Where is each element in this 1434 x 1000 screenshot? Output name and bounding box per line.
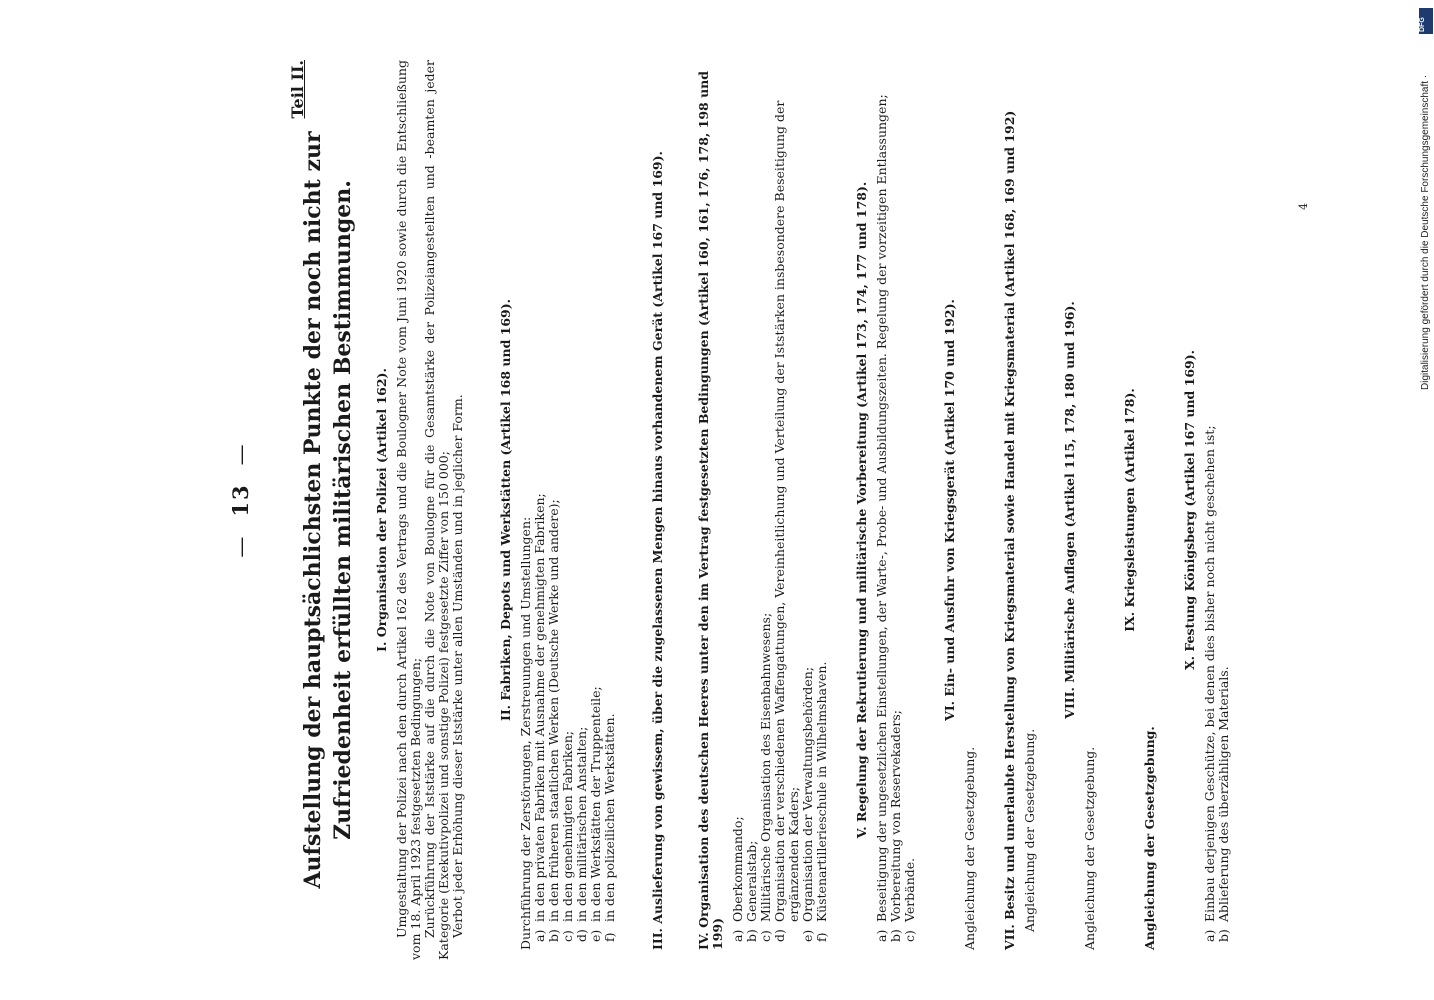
section-heading-5: V. Regelung der Rekrutierung und militärische Vorbereitung (Artikel 173, 174, 177 und 178). (854, 181, 869, 839)
section-text: Angleichung der Gesetzgebung. (1022, 728, 1037, 932)
list-item: e) in den Werkstätten der Truppenteile; (588, 686, 603, 942)
list-item: f) Küstenartillerieschule in Wilhelmshaven. (814, 661, 829, 942)
item-list (731, 60, 829, 942)
page-header: —13— (228, 442, 253, 558)
page-number: 13 (228, 483, 253, 517)
list-item: f) in den polizeilichen Werkstätten. (602, 713, 617, 942)
paragraph: Zurückführung der Iststärke auf die durch die Note von Boulogne für die Gesamtstärke der Polizeiangestellten und -beamten jeder Kategorie (Exekutivpolizei und sonstige Polizei) festgesetzte Ziffer von 150 000; (422, 60, 451, 960)
footer-mark: 4 (1297, 203, 1310, 210)
section-text: Angleichung der Gesetzgebung. (962, 746, 977, 950)
list-item: c) Militärische Organisation des Eisenbahnwesens; (758, 612, 773, 942)
section-heading-1: I. Organisation der Polizei (Artikel 162). (374, 368, 389, 652)
item-list (1203, 60, 1231, 942)
list-item: a) in den privaten Fabriken mit Ausnahme der genehmigten Fabriken; (532, 493, 547, 942)
rotated-content (170, 40, 1320, 960)
list-item: c) in den genehmigten Fabriken; (560, 730, 575, 942)
list-item: c) Verbände. (902, 857, 917, 942)
item-list (875, 60, 917, 942)
section-heading-3: III. Auslieferung von gewissem, über die zugelassenen Mengen hinaus vorhandenem Gerät (Artikel 167 und 169). (650, 151, 665, 950)
list-item: b) Vorbereitung von Reservekaders; (888, 710, 903, 942)
section-heading-7: VII. Besitz und unerlaubte Herstellung von Kriegsmaterial sowie Handel mit Kriegsmaterial (Artikel 168, 169 und 192) (1002, 110, 1017, 950)
paragraph: Umgestaltung der Polizei nach den durch Artikel 162 des Vertrags und die Boulogner Note vom Juni 1920 sowie durch die Entschließung vom 18. April 1923 festgesetzten Bedingungen; (394, 60, 423, 960)
list-item: a) Beseitigung der ungesetzlichen Einstellungen, der Warte-, Probe- und Ausbildungszeiten. Regelung der vorzeitigen Entlassungen; (874, 94, 889, 942)
dfg-logo: DFG (1419, 8, 1433, 34)
list-item: b) Ablieferung des überzähligen Materials. (1216, 666, 1231, 942)
part-label: Teil II. (288, 60, 307, 119)
section-heading-8: VIII. Militärische Auflagen (Artikel 115, 178, 180 und 196). (1062, 301, 1077, 719)
section-text: Angleichung der Gesetzgebung. (1082, 746, 1097, 950)
document-title: Aufstellung der hauptsächlichsten Punkte der noch nicht zur Zufriedenheit erfüllten militärischen Bestimmungen. (300, 131, 356, 889)
list-item: e) Organisation der Verwaltungsbehörden; (800, 666, 815, 942)
list-item: a) Oberkommando; (730, 816, 745, 942)
section-intro: Durchführung der Zerstörungen, Zerstreuungen und Umstellungen: (518, 516, 533, 950)
list-item: b) Generalstab; (744, 840, 759, 942)
section-heading-4: IV. Organisation des deutschen Heeres unter den im Vertrag festgesetzten Bedingungen (Artikel 160, 161, 176, 178, 198 und 199) (696, 71, 725, 950)
list-item: d) in den militärischen Anstalten; (574, 726, 589, 942)
item-list (533, 60, 617, 942)
list-item: a) Einbau derjenigen Geschütze, bei denen dies bisher noch nicht geschehen ist; (1202, 425, 1217, 942)
section-heading-10: X. Festung Königsberg (Artikel 167 und 169). (1182, 349, 1197, 671)
list-item: b) in den früheren staatlichen Werken (Deutsche Werke und andere); (546, 499, 561, 942)
paragraph: Verbot jeder Erhöhung dieser Iststärke unter allen Umständen und in jeglicher Form. (450, 394, 465, 938)
document-body (375, 60, 1231, 960)
section-heading-6: VI. Ein- und Ausfuhr von Kriegsgerät (Artikel 170 und 192). (942, 299, 957, 721)
list-item: d) Organisation der verschiedenen Waffengattungen, Vereinheitlichung und Verteilung der Iststärken insbesondere Beseitigung der ergänzenden Kaders; (772, 100, 801, 942)
section-text: Angleichung der Gesetzgebung. (1142, 726, 1157, 950)
digitization-note: Digitalisierung gefördert durch die Deutsche Forschungsgemeinschaft · (1420, 74, 1431, 390)
section-heading-2: II. Fabriken, Depots und Werkstätten (Artikel 168 und 169). (498, 298, 513, 722)
section-heading-9: IX. Kriegsleistungen (Artikel 178). (1122, 388, 1137, 632)
